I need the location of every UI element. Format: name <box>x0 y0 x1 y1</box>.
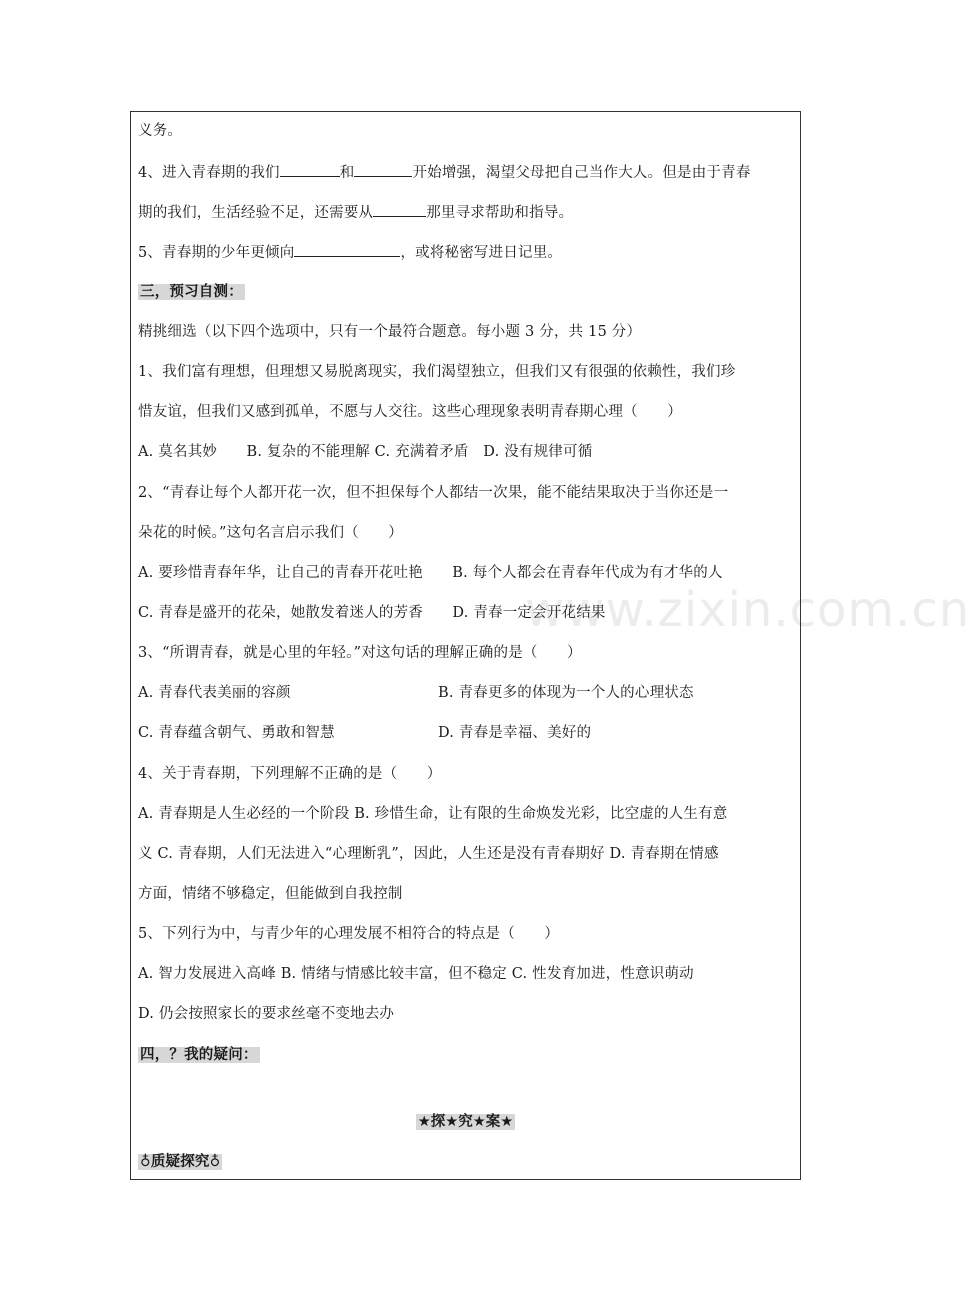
q4-options: A. 青春期是人生必经的一个阶段 B. 珍惜生命，让有限的生命焕发光彩，比空虚的人生有意 <box>138 806 728 822</box>
section-4-heading <box>138 1045 260 1065</box>
section-3-intro: 精挑细选（以下四个选项中，只有一个最符合题意。每小题 3 分，共 15 分） <box>138 324 642 340</box>
answer-blank[interactable] <box>280 162 340 177</box>
question-4-fill-cont <box>138 202 573 223</box>
explore-subheading <box>138 1152 222 1172</box>
text-segment: 4、进入青春期的我们 <box>138 165 280 181</box>
section-3-heading <box>138 282 245 302</box>
q3-option-d: D. 青春是幸福、美好的 <box>438 725 592 741</box>
heading-label: ★探★究★案★ <box>417 1114 514 1130</box>
text-line: 义务。 <box>138 123 183 139</box>
text-segment: 那里寻求帮助和指导。 <box>426 205 574 221</box>
q2-options-cd: C. 青春是盛开的花朵，她散发着迷人的芳香 D. 青春一定会开花结果 <box>138 605 606 621</box>
q2-options-ab: A. 要珍惜青春年华，让自己的青春开花吐艳 B. 每个人都会在青春年代成为有才华的人 <box>138 565 723 581</box>
q1-options: A. 莫名其妙 B. 复杂的不能理解 C. 充满着矛盾 D. 没有规律可循 <box>138 444 593 460</box>
q3-option-c: C. 青春蕴含朝气、勇敢和智慧 <box>138 725 335 741</box>
q4-options-cont: 义 C. 青春期，人们无法进入“心理断乳”，因此，人生还是没有青春期好 D. 青春期在情感 <box>138 846 719 862</box>
answer-blank[interactable] <box>354 162 412 177</box>
text-segment: 5、青春期的少年更倾向 <box>138 245 295 261</box>
q5-options-cont: D. 仍会按照家长的要求丝毫不变地去办 <box>138 1006 395 1022</box>
text-segment: ，或将秘密写进日记里。 <box>400 245 563 261</box>
q2-stem-cont: 朵花的时候。”这句名言启示我们（ ） <box>138 525 403 541</box>
heading-label: 三，预习自测： <box>140 284 243 300</box>
heading-label: 四，？我的疑问： <box>140 1047 258 1063</box>
answer-blank[interactable] <box>294 242 400 257</box>
q5-stem: 5、下列行为中，与青少年的心理发展不相符合的特点是（ ） <box>138 926 560 942</box>
q4-stem: 4、关于青春期，下列理解不正确的是（ ） <box>138 766 442 782</box>
q3-stem: 3、“所谓青春，就是心里的年轻。”对这句话的理解正确的是（ ） <box>138 645 582 661</box>
q4-options-end: 方面，情绪不够稳定，但能做到自我控制 <box>138 886 403 902</box>
q2-stem: 2、“青春让每个人都开花一次，但不担保每个人都结一次果，能不能结果取决于当你还是一 <box>138 485 729 501</box>
heading-label: ♁质疑探究♁ <box>140 1154 221 1170</box>
explore-title <box>130 1112 801 1132</box>
q1-stem-cont: 惜友谊，但我们又感到孤单，不愿与人交往。这些心理现象表明青春期心理（ ） <box>138 404 682 420</box>
answer-blank[interactable] <box>373 202 426 217</box>
q3-option-a: A. 青春代表美丽的容颜 <box>138 685 291 701</box>
watermark: www.zixin.com.cn <box>525 582 970 638</box>
question-5-fill <box>138 242 562 263</box>
text-segment: 期的我们，生活经验不足，还需要从 <box>138 205 374 221</box>
question-4-fill <box>138 162 751 183</box>
q3-option-b: B. 青春更多的体现为一个人的心理状态 <box>438 685 694 701</box>
q5-options: A. 智力发展进入高峰 B. 情绪与情感比较丰富，但不稳定 C. 性发育加进，性意识萌动 <box>138 966 694 982</box>
q1-stem: 1、我们富有理想，但理想又易脱离现实，我们渴望独立，但我们又有很强的依赖性，我们珍 <box>138 364 736 380</box>
text-segment: 开始增强，渴望父母把自己当作大人。但是由于青春 <box>412 165 751 181</box>
text-segment: 和 <box>339 165 355 181</box>
